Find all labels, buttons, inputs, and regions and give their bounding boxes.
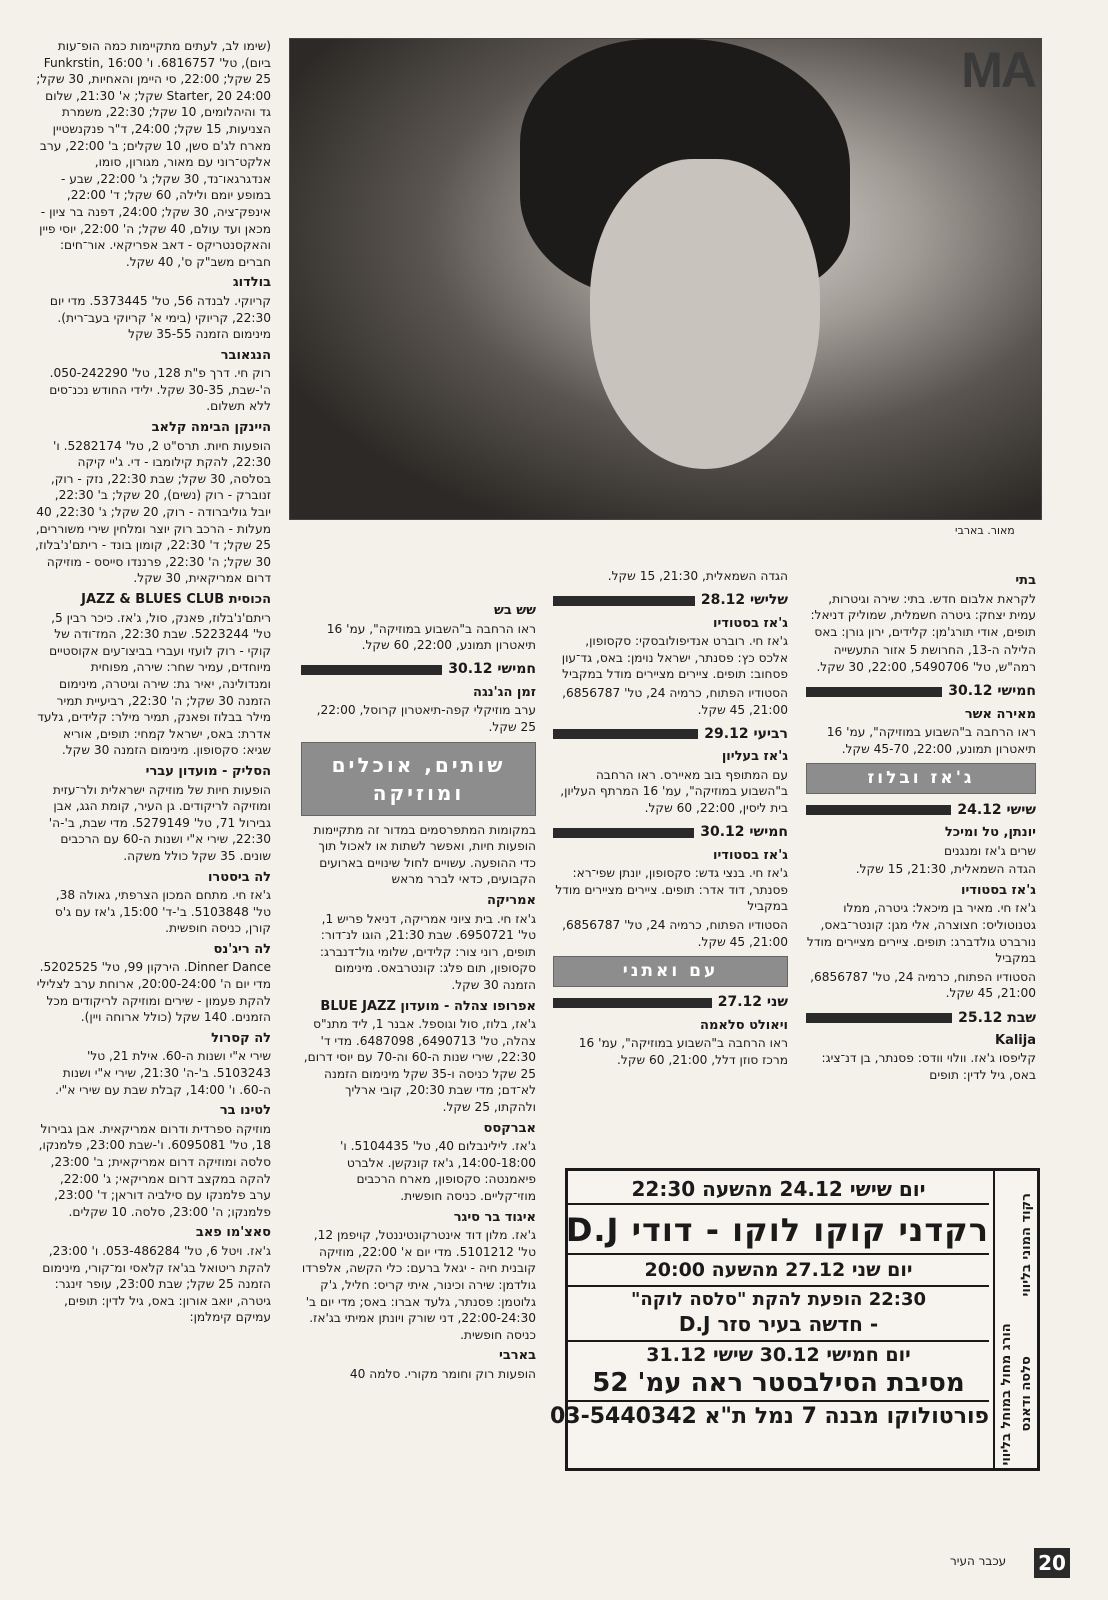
portoloco-ad [549,1168,1040,1471]
column-3 [553,568,788,1205]
ad-line-6: יום חמישי 30.12 שישי 31.12 [646,1344,911,1366]
day-header [553,993,788,1013]
day-header-rule [553,998,712,1008]
listing-text: ג'אז חי. מתחם המכון הצרפתי, גאולה 38, טל' 5103848. ב'-ד' 15:00, ג'אז עם ג'ס קורן, כניסה חופשית. [54,888,271,936]
venue-heading: ג'אז בסטודיו [713,847,788,863]
venue-heading: בולדוג [232,275,271,291]
venue-heading: אמריקה [486,892,536,908]
listing-text: הסטודיו הפתוח, כרמיה 24, טל' 6856787, 21:00, 45 שקל. [562,917,788,949]
venue-heading: יונתן, טל ומיכל [944,824,1036,840]
venue-heading: ג'אז בסטודיו [961,882,1036,898]
day-header-label: רביעי 29.12 [704,725,788,742]
listing-text: ראו הרחבה ב"השבוע במוזיקה", עמ' 16 תיאטרון תמונע, 22:00, 60 שקל. [326,621,536,653]
venue-heading: אפרופו צהלה - מועדון BLUE JAZZ [320,998,536,1014]
venue-heading: סאצ'מו פאב [195,1225,271,1241]
listing-text: ראו הרחבה ב"השבוע במוזיקה", עמ' 16 תיאטרון תמונע, 22:00, 45-70 שקל. [826,725,1036,756]
ad-side-strip [993,1171,1037,1468]
venue-heading: הנגאובר [220,347,271,363]
ad-line-1: יום שישי 24.12 מהשעה 22:30 [568,1171,989,1205]
venue-heading: היינקן הבימה קלאב [151,420,271,436]
featured-photo [289,38,1042,520]
listing-text: ג'אז חי. מאיר בן מיכאל: גיטרה, ממלו גטנוטוליס: חצוצרה, אלי מגן: קונטר־באס, נורברט גולדברג: תופים. ציירים מציירים מודל במקביל [806,901,1036,966]
listing-text: (שימו לב, לעתים מתקיימות כמה הופ־עות ביום), טל' 6816757. ו' 16:00 Funkrstin, 25 שקל; 22:00, סי היימן והאחיות, 30 שקל; 24:00 Starter, 20 שקל; א' 21:30, שלום גד והיהלומים, 10 שקל; 22:30, משמרת הצניעות, 15 שקל; 24:00, ד"ר פנקנשטיין מארח לג'ם סשן, 10 שקלים; ב' 22:00, ערב אלקט־רוני עם מאור, מגורון, סומו, אנדגרגאו־נד, 30 שקל; ג' 22:00, שבע - במופע יומם ולילה, 60 שקל; ד' 22:00, אינפק־ציה, 30 שקל; 24:00, דפנה בר ציון - מכאן ועד עולם, 40 שקל; ה' 22:00, יוסי פיין והאקסנטריקס - דאב אפריקאי. אור־חים: חברים משב"ק ס', 40 שקל. [36,39,271,269]
column-1 [35,38,271,1542]
day-header-rule [553,596,695,606]
venue-heading: לה ביסטרו [207,869,271,885]
masthead-text: MA [961,42,1035,98]
listing-text: עם המתופף בוב מאיירס. ראו הרחבה ב"השבוע במוזיקה", עמ' 16 המרתף העליון, בית ליסין, 22:00, 60 שקל. [560,767,788,815]
listing-text: מוזיקה ספרדית ודרום אמריקאית. אבן גבירול 18, טל' 6095081. ו'-שבת 23:00, פלמנקו, סלסה ומוזיקה דרום אמריקאית; ב' 23:00, להקה במקצב דרום אמריקאי; ג' 22:00, ערב פלמנקו עם סילביה דוראן; ד' 23:00, פלמנקו; ה' 23:00, סלסה. 10 שקלים. [38,1121,271,1219]
day-header [806,682,1036,702]
ad-line-3: יום שני 27.12 מהשעה 20:00 [568,1255,989,1287]
listing-text: רוק חי. דרך פ"ת 128, טל' 050-242290. ה'-שבת, 30-35 שקל. ילידי החודש נכנ־סים ללא תשלום. [49,366,271,414]
listing-text: הופעות רוק וחומר מקורי. סלמה 40 [349,1366,536,1381]
listing-text: הסטודיו הפתוח, כרמיה 24, טל' 6856787, 21:00, 45 שקל. [810,969,1036,1001]
listing-text: ג'אז, בלוז, סול וגוספל. אבנר 1, ליד מתנ"ס צהלה, טל' 6490713, 6487098. מדי ד' 22:30, שירי שנות ה-60 וה-70 עם יוסי דרום, 25 שקל כניסה ו-35 שקל מינימום הזמנה לא־דם; מדי שבת 20:30, קובי ארליך ולהקתו, 25 שקל. [303,1017,536,1115]
section-banner: ג'אז ובלוז [806,763,1036,794]
day-header-rule [806,1013,952,1023]
day-header-rule [301,665,442,675]
ad-line-4: 22:30 הופעת להקת "סלסה לוקה" [630,1289,926,1310]
venue-heading: זמן הג'נגה [473,684,536,700]
day-header [553,724,788,744]
listing-text: ריתם'נ'בלוז, פאנק, סול, ג'אז. כיכר רבין 5, טל' 5223244. שבת 22:30, המז־ודה של קוקי - רוק לועזי ועברי בביצו־עים אקוסטיים מיוחדים, עמיר שחר: שירה, מפוחית ומנדולינה, יאיר גת: שירה וגיטרה, מינימום הזמנה 30 שקל; ה' 22:30, רביעיית תמיר מילר בבלוז ופאנק, תמיר מילר: קלידים, גלעד אדרת: באס, ישראל קמחי: תופים, אוריא שגיא: סקסופון. מינימום הזמנה 30 שקל. [37,610,271,758]
listing-text: Dinner Dance. הירקון 99, טל' 5202525. מדי יום ה' 20:00-24:00, ארוחת ערב לצלילי להקת פעמון - שירים ומוזיקה לריקודים מכל הזמנים. 140 שקל (כולל ארוחה ויין). [36,960,271,1025]
listing-text: קריוקי. לבנדה 56, טל' 5373445. מדי יום 22:30, קריוקי (בימי א' קריוקי בעב־רית). מינימום הזמנה 35-55 שקל [49,293,271,342]
day-header [553,823,788,843]
venue-heading: לה קסרול [211,1030,271,1046]
venue-heading: בתי [1015,573,1036,588]
listing-text: הופעות חיות של מוזיקה ישראלית ולר־עזית ומוזיקה לריקודים. גן העיר, קומת הגג, אבן גבירול 71, טל' 5279149. מדי שבת, ב'-ה' 22:30, שירי א"י ושנות ה-60 עם הרכבים שונים. 35 שקל כולל משקה. [48,782,271,863]
publication-name: עכבר העיר [950,1554,1007,1568]
venue-heading: Kalija [995,1032,1036,1048]
venue-heading: ג'אז בסטודיו [713,615,788,631]
venue-heading: ג'אז בעליון [721,749,788,765]
day-header [806,800,1036,820]
day-header-rule [553,828,694,838]
column-4 [806,568,1036,1205]
ad-line-2: רקדני קוקו לוקו - דודי D.J [568,1205,989,1255]
day-header-label: חמישי 30.12 [948,683,1036,700]
venue-heading: איגוד בר סיגר [453,1209,536,1225]
ad-line-5: - חדשה בעיר סזר D.J [568,1312,989,1342]
listing-text: קליפסו ג'אז. וולוי וודס: פסנתר, בן דנ־ציג: באס, גיל לדין: תופים [821,1051,1036,1083]
day-header-rule [806,687,942,697]
listing-text: הגדה השמאלית, 21:30, 15 שקל. [855,862,1036,877]
day-header-label: חמישי 30.12 [448,661,536,678]
day-header-label: שישי 24.12 [957,801,1036,818]
listing-text: ראו הרחבה ב"השבוע במוזיקה", עמ' 16 מרכז סוזן דלל, 21:00, 60 שקל. [578,1036,788,1067]
day-header-label: שבת 25.12 [958,1009,1036,1026]
day-header-label: חמישי 30.12 [700,824,788,841]
column-2 [301,598,536,1495]
listing-text: הופעות חיות. תרס"ט 2, טל' 5282174. ו' 22:30, להקת קילומבו - די. ג'יי קיקה בסלסה, 30 שקל; שבת 22:30, נזק - רוק, זנוברק - רוק (נשים), 20 שקל; ב' 22:30, יובל גוליברודה - רוק, 20 שקל; ג' 22:30, 40 מעלות - הרכב רוק יוצר ומלחין שירי משוררים, 25 שקל; ד' 22:30, קומון בונד - ריתם'נ'בלוז, 30 שקל; ה' 22:30, פרננדו סייסס - מוזיקה דרום אמריקאית, 30 שקל. [35,438,271,586]
photo-face-shape [590,159,820,469]
day-header-label: שני 27.12 [717,994,788,1011]
section-banner: עם ואתני [553,956,788,987]
venue-heading: אברקסס [483,1120,536,1136]
listing-text: ג'אז. לילינבלום 40, טל' 5104435. ו' 14:00-18:00, ג'אז קונקשן. אלברט פיאמנטה: סקסופון, מארח הרכבים מוזי־קליים. כניסה חופשית. [340,1139,536,1204]
ad-side-bottom: הורג מחול במוחל בליווי סלסה ודאנס [999,1322,1034,1465]
listing-text: ערב מוזיקלי קפה-תיאטרון קרוסל, 22:00, 25 שקל. [316,703,536,734]
listing-text: במקומות המתפרסמים במדור זה מתקיימות הופעות חיות, ואפשר לשתות או לאכול תוך כדי ההופעה. עשויים לחול שינויים בארועים הקבועים, כדאי לברר מראש [313,822,536,887]
section-banner: שותים, אוכלים ומוזיקה [301,742,536,816]
listing-text: שירי א"י ושנות ה-60. אילת 21, טל' 5103243. ב'-ה' 21:30, שירי א"י ושנות ה-60. ו' 14:00, קבלת שבת עם שירי א"י. [55,1049,271,1097]
listing-text: ג'אז. ויטל 6, טל' 053-486284. ו' 23:00, להקת ריטואל בג'אז קלאסי ומ־קורי, מינימום הזמנה 25 שקל; שבת 23:00, עופר זינגר: גיטרה, יואב אורון: באס, גיל לדין: תופים, עמיקם קימלמן: [42,1243,271,1325]
listing-text: ג'אז חי. בנצי גדש: סקסופון, יונתן שפי־רא: פסנתר, דוד אדר: תופים. ציירים מציירים מודל במקביל [555,866,788,914]
listing-text: הגדה השמאלית, 21:30, 15 שקל. [607,569,788,583]
listing-text: ג'אז חי. רוברט אנדיפולובסקי: סקסופון, אלכס כץ: פסנתר, ישראל נוימן: באס, גד־עון פסחוב: תופים. ציירים מציירים מודל במקביל [561,634,788,682]
listing-text: ג'אז. מלון דוד אינטרקונטיננטל, קויפמן 12, טל' 5101212. מדי יום א' 22:00, מוזיקה קובנית חיה - יגאל ברעם: כלי הקשה, אלפרדו גולדמן: שירה וכינור, איתי קריס: חליל, ג'ק גלוטמן: פסנתר, גלעד אברו: באס; מדי יום ב' 22:00-24:30, דני שורק ויונתן אמיתי בג'אז. כניסה חופשית. [301,1228,536,1342]
venue-heading: מאירה אשר [964,706,1036,722]
day-header-rule [806,805,951,815]
day-header-rule [553,729,698,739]
venue-heading: הכוסית JAZZ & BLUES CLUB [81,592,271,607]
day-header [553,591,788,611]
venue-heading: לה ריג'נס [213,941,271,957]
page-number: 20 [1034,1548,1070,1578]
photo-caption: מאור. בארבי [955,524,1015,537]
ad-line-7: מסיבת הסילבסטר ראה עמ' 52 [568,1368,989,1402]
venue-heading: הסליק - מועדון עברי [145,763,271,779]
venue-heading: ויאולט סלאמה [700,1017,788,1033]
venue-heading: לטינו בר [219,1103,271,1119]
venue-heading: שש בש [493,603,536,618]
listing-text: לקראת אלבום חדש. בתי: שירה וגיטרות, עמית יצחק: גיטרה חשמלית, שמוליק דניאל: תופים, אודי תורג'מן: קלידים, ירון גורן: באס [810,591,1036,639]
listing-text: ג'אז חי. בית ציוני אמריקה, דניאל פריש 1, טל' 6950721. שבת 21:30, הוגו לנ־דור: תופים, רוני צור: קלידים, שלומי גול־דנברג: סקסופון, תום פלג: קונטרבאס. מינימום הזמנה 30 שקל. [319,911,536,992]
listing-text: שרים ג'אז ומנגנים [943,843,1036,858]
day-header-label: שלישי 28.12 [700,592,788,609]
listing-text: הלילה ה-13, החרושת 5 אזור התעשייה רמה"ש, טל' 5490706, 22:00, 30 שקל. [816,643,1036,674]
day-header [806,1008,1036,1028]
ad-line-8: פורטולוקו מבנה 7 נמל ת"א 03-5440342 [549,1404,989,1429]
day-header [301,660,536,680]
ad-side-top: רקוד המוני בליווי [1019,1193,1034,1297]
ad-main [549,1171,989,1468]
listing-text: הסטודיו הפתוח, כרמיה 24, טל' 6856787, 21:00, 45 שקל. [562,685,788,717]
venue-heading: בארבי [499,1348,536,1364]
